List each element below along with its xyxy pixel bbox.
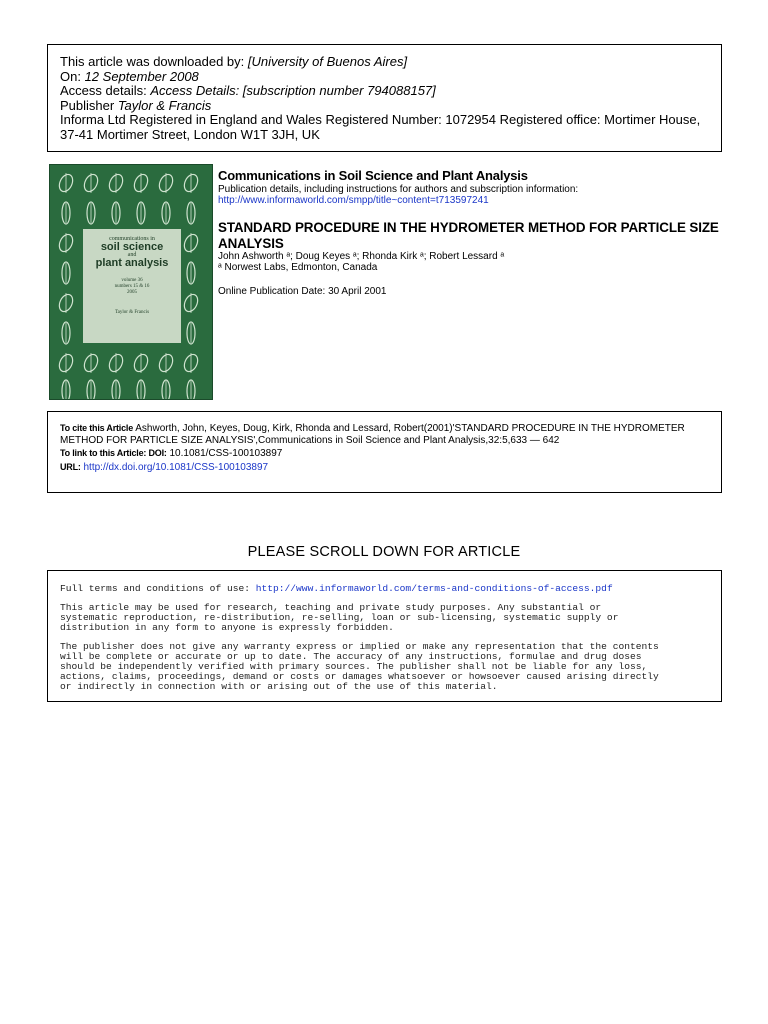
download-info-box (47, 44, 722, 152)
cite-text: Ashworth, John, Keyes, Doug, Kirk, Rhonda and Lessard, Robert(2001)'STANDARD PROCEDURE IN THE HYDROMETER METHOD FOR PARTICLE SIZE ANALYSIS',Communications in Soil Science and Plant Analysis,32:5,633 — 642 (60, 423, 685, 446)
doi-url-link[interactable]: http://dx.doi.org/10.1081/CSS-100103897 (80, 461, 269, 473)
registration-line-2: 37-41 Mortimer Street, London W1T 3JH, UK (60, 126, 320, 142)
downloaded-by-line (60, 55, 709, 70)
online-publication-date: Online Publication Date: 30 April 2001 (218, 286, 387, 297)
publisher-value: Taylor & Francis (117, 97, 212, 113)
terms-label: Full terms and conditions of use: (60, 583, 256, 594)
journal-title: Communications in Soil Science and Plant Analysis (218, 168, 528, 183)
publication-details-link[interactable]: http://www.informaworld.com/smpp/title~content=t713597241 (218, 195, 489, 206)
terms-paragraph-1 (60, 584, 709, 594)
registration-line-1: Informa Ltd Registered in England and Wales Registered Number: 1072954 Registered office: Mortimer House, (60, 112, 701, 128)
author-affiliation: ᵃ Norwest Labs, Edmonton, Canada (218, 262, 378, 273)
cover-numbers: numbers 15 & 16 (114, 284, 150, 289)
cover-title-panel (83, 229, 181, 343)
publisher-line (60, 99, 709, 114)
access-details-value: Access Details: [subscription number 794088157] (150, 83, 436, 99)
access-details-line (60, 84, 709, 99)
cite-label: To cite this Article (60, 423, 134, 433)
terms-link[interactable]: http://www.informaworld.com/terms-and-conditions-of-access.pdf (255, 583, 613, 594)
cover-line-1: communications in (109, 236, 155, 242)
download-date-label: On: (60, 68, 85, 84)
access-details-label: Access details: (60, 83, 151, 99)
cover-year: 2005 (127, 290, 137, 295)
scroll-down-note: PLEASE SCROLL DOWN FOR ARTICLE (247, 544, 521, 560)
cover-line-3: and (127, 252, 137, 258)
doi-value: 10.1081/CSS-100103897 (166, 448, 283, 460)
citation-box (47, 411, 722, 493)
doi-label: To link to this Article: DOI: (60, 448, 167, 459)
publisher-label: Publisher (60, 97, 118, 113)
terms-box (47, 570, 722, 702)
url-row (60, 462, 709, 474)
journal-cover-image (49, 164, 213, 400)
cite-row (60, 423, 709, 446)
doi-row (60, 448, 709, 460)
terms-paragraph-2: This article may be used for research, teaching and private study purposes. Any substantial or systematic reproduction, re-distribution, re-selling, loan or sub-licensing, systematic supply or distribution in any form to anyone is expressly forbidden. (60, 602, 619, 633)
downloaded-by-label: This article was downloaded by: (60, 54, 248, 69)
download-date-value: 12 September 2008 (84, 68, 199, 84)
cover-volume: volume 36 (121, 278, 143, 283)
cover-line-2: soil science (100, 241, 164, 253)
publication-details: Publication details, including instructions for authors and subscription information: (218, 184, 579, 195)
journal-details (218, 168, 728, 297)
cover-line-4: plant analysis (95, 257, 169, 269)
article-authors: John Ashworth ᵃ; Doug Keyes ᵃ; Rhonda Kirk ᵃ; Robert Lessard ᵃ (218, 251, 505, 262)
article-title: STANDARD PROCEDURE IN THE HYDROMETER METHOD FOR PARTICLE SIZE ANALYSIS (218, 220, 719, 251)
terms-paragraph-3: The publisher does not give any warranty express or implied or make any representation that the contents will be complete or accurate or up to date. The accuracy of any instructions, formulae and drug doses should be independently verified with primary sources. The publisher shall not be liable for any loss, actions, claims, proceedings, demand or costs or damages whatsoever or howsoever caused arising directly or indirectly in connection with or arising out of the use of this material. (60, 641, 659, 692)
url-label: URL: (60, 461, 81, 472)
download-date-line (60, 70, 709, 85)
downloaded-by-value: [University of Buenos Aires] (247, 54, 408, 69)
cover-publisher: Taylor & Francis (114, 310, 150, 315)
